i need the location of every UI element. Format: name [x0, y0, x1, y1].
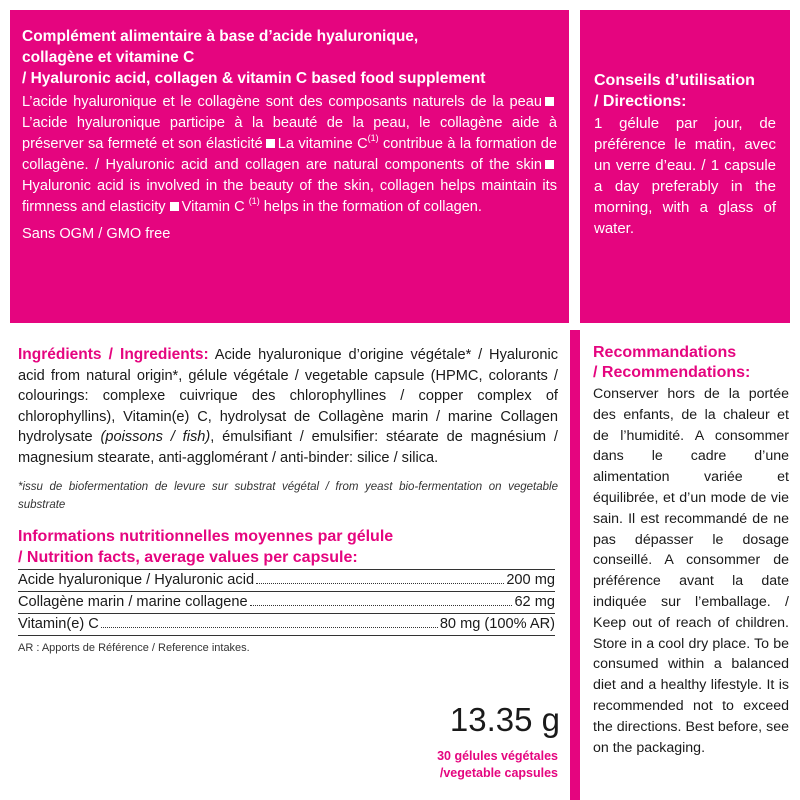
- heading-fr-line-1: Complément alimentaire à base d’acide hyaluronique,: [22, 28, 419, 45]
- claim-1: L’acide hyaluronique et le collagène sont des composants naturels de la peau: [22, 94, 542, 110]
- recommendations-heading-en: / Recommendations:: [593, 364, 751, 381]
- product-claims: [22, 92, 557, 218]
- ingredients-list-2: , émulsifiant / emulsifier: stéarate de magnésium / magnesium stearate, anti-agglomérant / anti-binder: silice / silica.: [18, 429, 558, 466]
- heading-en-line: / Hyaluronic acid, collagen & vitamin C based food supplement: [22, 70, 486, 87]
- claim-4: contribue à la formation de collagène. / Hyaluronic acid and collagen are natural components of the skin: [22, 136, 557, 173]
- dot-leader: [250, 605, 513, 606]
- product-description-panel: [10, 10, 569, 323]
- claim-3: La vitamine C: [277, 136, 368, 152]
- reference-intakes-note: AR : Apports de Référence / Reference intakes.: [18, 642, 250, 654]
- footnote-marker: (1): [367, 133, 379, 143]
- recommendations-text: Conserver hors de la portée des enfants, de la chaleur et de l’humidité. A consommer dans le cadre d’une alimentation variée et équilibrée, et d’un mode de vie sain. Il est recommandé de ne pas dépasser le dosage conseillé. A consommer de préférence avant la date indiquée sur l’emballage. / Keep out of reach of children. Store in a cool dry place. To be consumed within a balanced diet and a healthy lifestyle. It is recommended not to exceed the directions. Best before, see on the packaging.: [593, 386, 789, 756]
- directions-heading-en: / Directions:: [594, 93, 687, 110]
- ingredients-list-1: Acide hyaluronique d’origine végétale* / Hyaluronic acid from natural origin*, gélule végétale / vegetable capsule (HPMC, colorants / colourings: complexe cuivrique des chlorophyllines / copper complex of chlorophyllins), Vitamin(e) C, hydrolysat de Collagène marin / marine Collagen hydrolysate: [18, 347, 558, 445]
- table-row: [18, 570, 555, 592]
- square-bullet-icon: [545, 160, 554, 169]
- claim-7: helps in the formation of collagen.: [263, 199, 482, 215]
- net-weight: 13.35 g: [449, 701, 560, 738]
- gmo-free-label: Sans OGM / GMO free: [22, 226, 171, 242]
- directions-heading-fr: Conseils d’utilisation: [594, 72, 755, 89]
- allergen-note: (poissons / fish): [100, 429, 211, 445]
- capsule-count: [410, 748, 558, 782]
- table-row: [18, 614, 555, 636]
- claim-6: Vitamin C: [181, 199, 245, 215]
- nutrient-label: Acide hyaluronique / Hyaluronic acid: [18, 572, 255, 588]
- table-row: [18, 592, 555, 614]
- nutrition-table: [18, 569, 555, 636]
- recommendations-heading-fr: Recommandations: [593, 344, 737, 361]
- heading-fr-line-2: collagène et vitamine C: [22, 49, 195, 66]
- nutrient-value: 200 mg: [506, 572, 555, 588]
- ingredients-footnote: *issu de biofermentation de levure sur substrat végétal / from yeast bio-fermentation on vegetable substrate: [18, 481, 558, 511]
- dot-leader: [101, 627, 438, 628]
- nutrient-label: Collagène marin / marine collagene: [18, 594, 248, 610]
- ingredients-heading: Ingrédients / Ingredients:: [18, 346, 209, 363]
- nutrition-heading-en: / Nutrition facts, average values per capsule:: [18, 549, 358, 566]
- square-bullet-icon: [170, 202, 179, 211]
- ingredients-section: [18, 345, 558, 657]
- recommendations-section: [593, 343, 789, 758]
- nutrient-value: 80 mg (100% AR): [439, 616, 555, 632]
- directions-heading: [594, 70, 776, 112]
- square-bullet-icon: [545, 97, 554, 106]
- nutrition-heading: [18, 526, 558, 568]
- capsule-count-en: /vegetable capsules: [439, 766, 558, 780]
- claim-5: Hyaluronic acid is involved in the beauty of the skin, collagen helps maintain its firmness and elasticity: [22, 178, 557, 215]
- ingredients-text: [18, 345, 558, 468]
- vertical-divider: [570, 330, 580, 800]
- footnote-marker: (1): [248, 196, 260, 206]
- capsule-count-fr: 30 gélules végétales: [437, 749, 558, 763]
- square-bullet-icon: [266, 139, 275, 148]
- dot-leader: [256, 583, 504, 584]
- nutrition-heading-fr: Informations nutritionnelles moyennes par gélule: [18, 528, 394, 545]
- product-heading: [22, 26, 557, 89]
- recommendations-heading: [593, 343, 789, 383]
- claim-2: L’acide hyaluronique participe à la beauté de la peau, le collagène aide à préserver sa fermeté et son élasticité: [22, 115, 557, 152]
- directions-panel: [580, 10, 790, 323]
- directions-text: 1 gélule par jour, de préférence le matin, avec un verre d’eau. / 1 capsule a day preferably in the morning, with a glass of water.: [594, 115, 776, 237]
- nutrient-value: 62 mg: [514, 594, 555, 610]
- nutrient-label: Vitamin(e) C: [18, 616, 99, 632]
